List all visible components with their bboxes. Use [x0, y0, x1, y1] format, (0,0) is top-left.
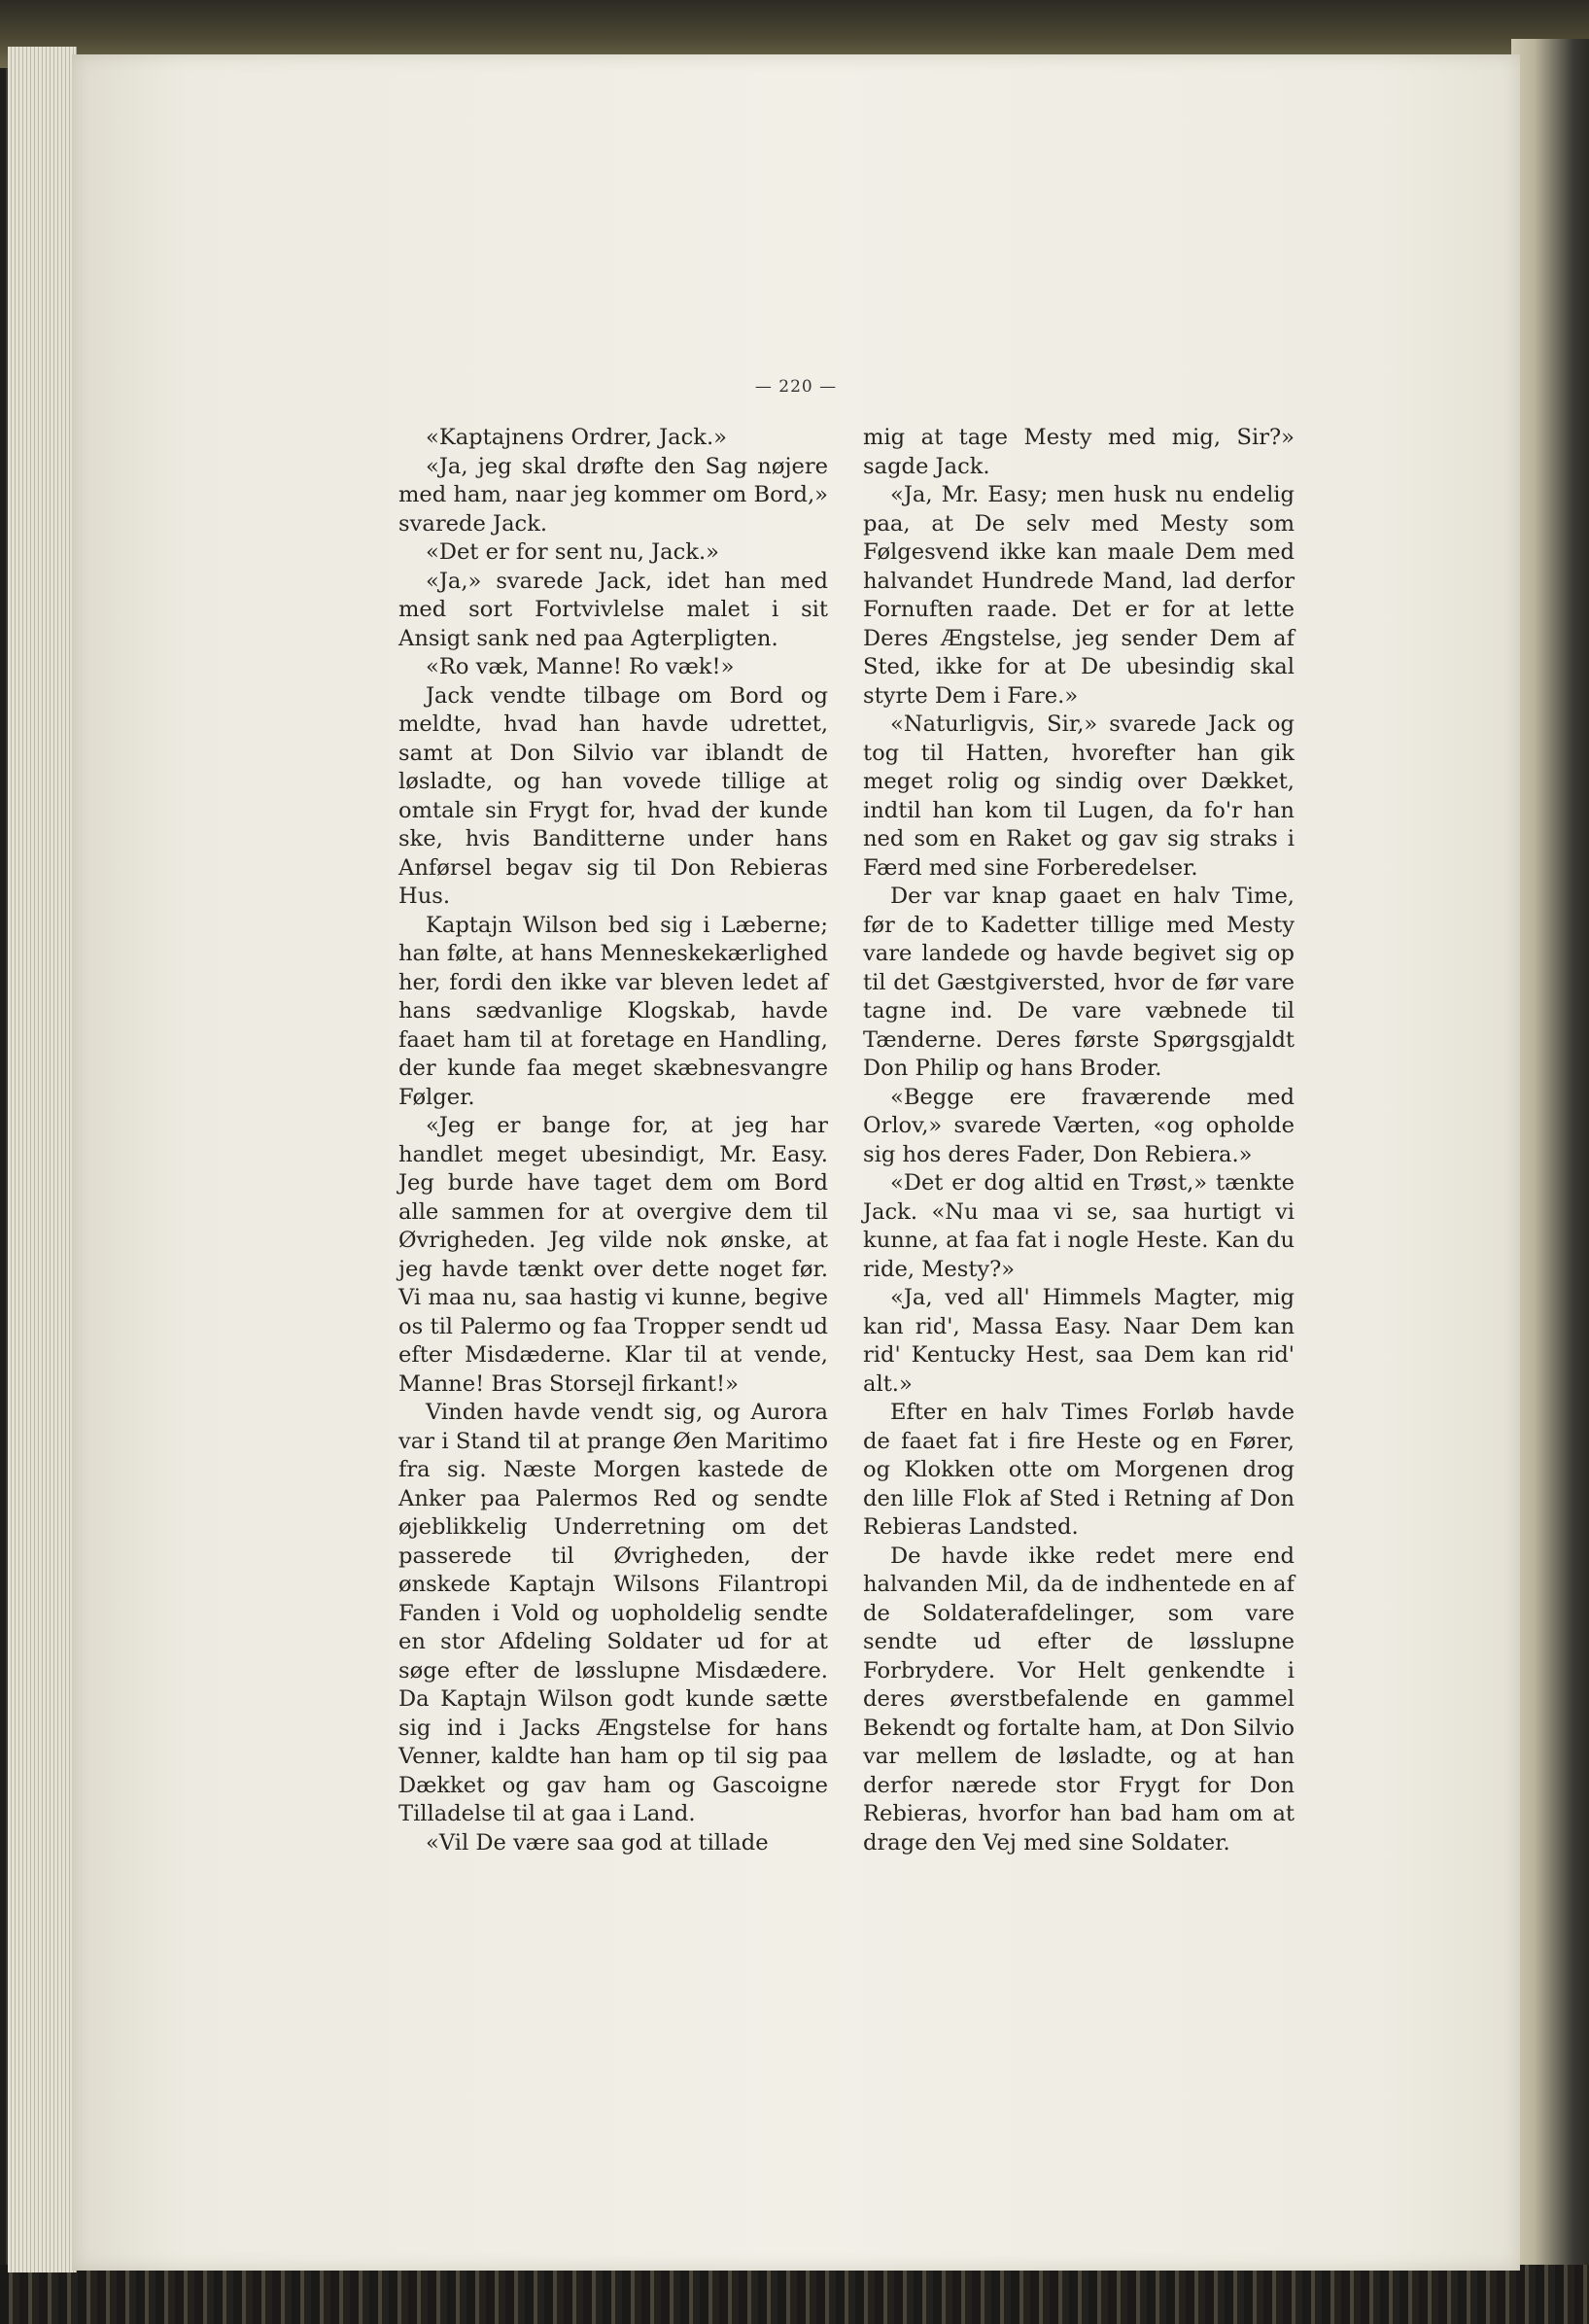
paragraph: «Vil De være saa god at tillade [426, 1829, 769, 1856]
paragraph: «Jeg er bange for, at jeg har handlet meget ubesindigt, Mr. Easy. Jeg burde have taget dem om Bord alle sammen for at overgive dem til Øvrigheden. Jeg vilde nok ønske, at jeg havde tænkt over dette noget før. Vi maa nu, saa hastig vi kunne, begive os til Palermo og faa Tropper sendt ud efter Misdæderne. Klar til at vende, Manne! Bras Storsejl firkant!» [398, 1113, 828, 1397]
paragraph: «Det er for sent nu, Jack.» [426, 539, 719, 565]
paragraph: Vinden havde vendt sig, og Aurora var i Stand til at prange Øen Maritimo fra sig. Næste Morgen kastede de Anker paa Palermos Red og sendte øjeblikkelig Underretning om det passerede til Øvrigheden, der ønskede Kaptajn Wilsons Filantropi Fanden i Vold og uopholdelig sendte en stor Afdeling Soldater ud for at søge efter de løsslupne Misdædere. Da Kaptajn Wilson godt kunde sætte sig ind i Jacks Ængstelse for hans Venner, kaldte han ham op til sig paa Dækket og gav ham og Gascoigne Tilladelse til at gaa i Land. [398, 1400, 828, 1826]
paragraph: Efter en halv Times Forløb havde de faaet fat i fire Heste og en Fører, og Klokken otte om Morgenen drog den lille Flok af Sted i Retning af Don Rebieras Landsted. [863, 1400, 1295, 1540]
paragraph: «Naturligvis, Sir,» svarede Jack og tog til Hatten, hvorefter han gik meget rolig og sindig over Dækket, indtil han kom til Lugen, da fo'r han ned som en Raket og gav sig straks i Færd med sine Forberedelser. [863, 711, 1295, 881]
paragraph: «Kaptajnens Ordrer, Jack.» [426, 425, 727, 450]
paragraph: «Det er dog altid en Trøst,» tænkte Jack. «Nu maa vi se, saa hurtigt vi kunne, at faa fat i nogle Heste. Kan du ride, Mesty?» [863, 1170, 1295, 1282]
paragraph: mig at tage Mesty med mig, Sir?» sagde Jack. [863, 425, 1295, 479]
paragraph: «Ja, ved all' Himmels Magter, mig kan rid', Massa Easy. Naar Dem kan rid' Kentucky Hest, saa Dem kan rid' alt.» [863, 1285, 1295, 1397]
stacked-page-edges [8, 47, 77, 2272]
paragraph: «Ro væk, Manne! Ro væk!» [426, 654, 735, 679]
book-cover-right-edge [1511, 39, 1589, 2274]
paragraph: «Ja,» svarede Jack, idet han med med sort Fortvivlelse malet i sit Ansigt sank ned paa Agterpligten. [398, 568, 828, 651]
paragraph: Jack vendte tilbage om Bord og meldte, hvad han havde udrettet, samt at Don Silvio var iblandt de løsladte, og han vovede tillige at omtale sin Frygt for, hvad der kunde ske, hvis Banditterne under hans Anførsel begav sig til Don Rebieras Hus. [398, 682, 828, 909]
paragraph: «Ja, jeg skal drøfte den Sag nøjere med ham, naar jeg kommer om Bord,» svarede Jack. [398, 453, 828, 537]
paragraph: Der var knap gaaet en halv Time, før de to Kadetter tillige med Mesty vare landede og havde begivet sig op til det Gæstgiversted, hvor de før vare tagne ind. De vare væbnede til Tænderne. Deres første Spørgsgjaldt Don Philip og hans Broder. [863, 884, 1295, 1081]
paragraph: De havde ikke redet mere end halvanden Mil, da de indhentede en af de Soldaterafdelinger, som vare sendte ud efter de løsslupne Forbrydere. Vor Helt genkendte i deres øverstbefalende en gammel Bekendt og fortalte ham, at Don Silvio var mellem de løsladte, og at han derfor nærede stor Frygt for Don Rebieras, hvorfor han bad ham om at drage den Vej med sine Soldater. [863, 1543, 1295, 1856]
book-cover-bottom-edge [0, 2265, 1589, 2324]
paragraph: Kaptajn Wilson bed sig i Læberne; han følte, at hans Menneskekærlighed her, fordi den ikke var bleven ledet af hans sædvanlige Klogskab, havde faaet ham til at foretage en Handling, der kunde faa meget skæbnesvangre Følger. [398, 912, 828, 1110]
right-text-column [863, 424, 1295, 1857]
page-number: — 220 — [754, 377, 838, 397]
paragraph: «Begge ere fraværende med Orlov,» svarede Værten, «og opholde sig hos deres Fader, Don Rebiera.» [863, 1084, 1295, 1167]
paragraph: «Ja, Mr. Easy; men husk nu endelig paa, at De selv med Mesty som Følgesvend ikke kan maale Dem med halvandet Hundrede Mand, lad derfor Fornuften raade. Det er for at lette Deres Ængstelse, jeg sender Dem af Sted, ikke for at De ubesindig skal styrte Dem i Fare.» [863, 482, 1295, 709]
left-text-column [398, 424, 828, 1857]
